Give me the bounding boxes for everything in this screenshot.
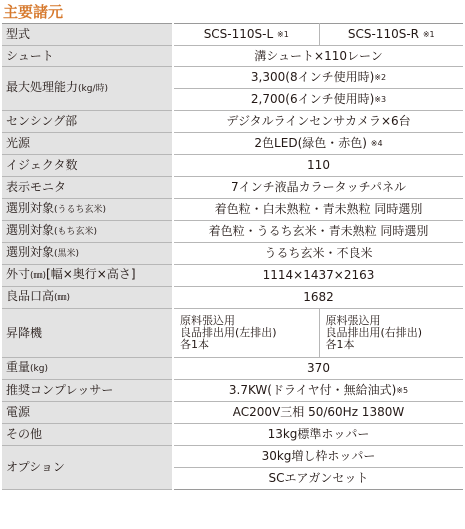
label-text: 良品口高 <box>6 289 55 303</box>
elevator-left <box>173 309 319 358</box>
label-sub: (㎜) <box>54 293 71 303</box>
target-mochi-value: 着色粒・うるち玄米・青未熟粒 同時選別 <box>173 221 463 243</box>
capacity-line1: 3,300(8インチ使用時) <box>250 69 375 84</box>
row-label <box>2 24 173 46</box>
weight-value: 370 <box>173 358 463 380</box>
options-line1: 30kg増し枠ホッパー <box>173 446 463 468</box>
row-label <box>2 133 173 155</box>
row-label <box>2 287 173 309</box>
label-text: センシング部 <box>6 114 78 128</box>
light-cell <box>173 133 463 155</box>
row-label <box>2 424 173 446</box>
row-label <box>2 265 173 287</box>
row-chute <box>2 46 463 67</box>
label-text: シュート <box>6 48 54 63</box>
ejector-value: 110 <box>173 155 463 177</box>
label-text: その他 <box>6 427 43 441</box>
row-model <box>2 24 463 46</box>
label-text: オプション <box>6 460 65 474</box>
label-text: イジェクタ数 <box>6 158 78 172</box>
row-options-1 <box>2 446 463 468</box>
label-sub: (㎜) <box>30 271 47 281</box>
label-text: 重量 <box>6 360 31 374</box>
capacity-line1-note: ※2 <box>374 72 387 82</box>
row-target-mochi <box>2 221 463 243</box>
label-text: 選別対象 <box>6 201 55 215</box>
row-label <box>2 309 173 358</box>
model-right: SCS-110S-R <box>347 26 419 41</box>
label-sub: (うるち玄米) <box>54 205 107 215</box>
label-text: 選別対象 <box>6 223 55 237</box>
row-label <box>2 402 173 424</box>
label-text: 昇降機 <box>6 325 43 340</box>
row-label <box>2 380 173 402</box>
label-text: 表示モニタ <box>6 180 67 194</box>
elevator-right-line: 各1本 <box>325 338 355 351</box>
elevator-left-line: 原料張込用 <box>180 314 235 327</box>
row-sensing <box>2 111 463 133</box>
label-text: 外寸 <box>6 267 31 281</box>
dimensions-value: 1114×1437×2163 <box>173 265 463 287</box>
row-label <box>2 446 173 490</box>
label-sub: (黒米) <box>54 249 80 259</box>
label-text: 最大処理能力 <box>6 80 79 94</box>
label-unit: (kg/時) <box>78 84 108 94</box>
elevator-right-line: 良品排出用(右排出) <box>325 326 423 339</box>
label-text: 推奨コンプレッサー <box>6 383 114 397</box>
row-label <box>2 243 173 265</box>
model-left-note: ※1 <box>277 29 289 39</box>
row-target-black <box>2 243 463 265</box>
elevator-right-line: 原料張込用 <box>325 314 381 327</box>
elevator-right <box>319 309 463 358</box>
light-value: 2色LED(緑色・赤色) <box>254 135 367 150</box>
capacity-line2-note: ※3 <box>374 94 387 104</box>
compressor-value: 3.7KW(ドライヤ付・無給油式) <box>228 382 397 397</box>
target-black-value: うるち玄米・不良米 <box>173 243 463 265</box>
elevator-left-line: 良品排出用(左排出) <box>180 326 277 339</box>
other-value: 13kg標準ホッパー <box>173 424 463 446</box>
capacity-line2-cell <box>173 89 463 111</box>
options-line2: SCエアガンセット <box>173 468 463 490</box>
row-label <box>2 46 173 67</box>
label-text: 型式 <box>6 27 31 41</box>
model-left-cell <box>173 24 319 46</box>
row-target-uruchi <box>2 199 463 221</box>
capacity-line2: 2,700(6インチ使用時) <box>250 91 375 106</box>
row-power <box>2 402 463 424</box>
row-label <box>2 358 173 380</box>
row-label <box>2 199 173 221</box>
row-other <box>2 424 463 446</box>
power-value: AC200V三相 50/60Hz 1380W <box>173 402 463 424</box>
target-uruchi-value: 着色粒・白未熟粒・青未熟粒 同時選別 <box>173 199 463 221</box>
row-capacity-1 <box>2 67 463 89</box>
row-label <box>2 221 173 243</box>
section-title: 主要諸元 <box>3 3 64 21</box>
row-label <box>2 67 173 111</box>
compressor-cell <box>173 380 463 402</box>
chute-value: 溝シュート×110レーン <box>173 46 463 67</box>
row-label <box>2 155 173 177</box>
label-text: 光源 <box>6 136 31 150</box>
label-text: 選別対象 <box>6 245 55 259</box>
label-sub: (もち玄米) <box>54 227 98 237</box>
label-text: 電源 <box>6 405 31 419</box>
capacity-line1-cell <box>173 67 463 89</box>
outlet-height-value: 1682 <box>173 287 463 309</box>
model-left: SCS-110S-L <box>203 26 274 41</box>
label-rest: [幅×奥行×高さ] <box>46 267 136 281</box>
row-weight <box>2 358 463 380</box>
row-label <box>2 111 173 133</box>
row-ejector <box>2 155 463 177</box>
label-sub: (kg) <box>30 364 48 374</box>
row-monitor <box>2 177 463 199</box>
spec-table <box>2 23 463 490</box>
light-note: ※4 <box>370 138 383 148</box>
elevator-left-line: 各1本 <box>180 338 209 351</box>
row-outlet-height <box>2 287 463 309</box>
row-label <box>2 177 173 199</box>
monitor-value: 7インチ液晶カラータッチパネル <box>173 177 463 199</box>
row-light <box>2 133 463 155</box>
model-right-note: ※1 <box>422 29 435 39</box>
row-dimensions <box>2 265 463 287</box>
compressor-note: ※5 <box>396 385 409 395</box>
row-elevator <box>2 309 463 358</box>
sensing-value: デジタルラインセンサカメラ×6台 <box>173 111 463 133</box>
row-compressor <box>2 380 463 402</box>
model-right-cell <box>319 24 463 46</box>
